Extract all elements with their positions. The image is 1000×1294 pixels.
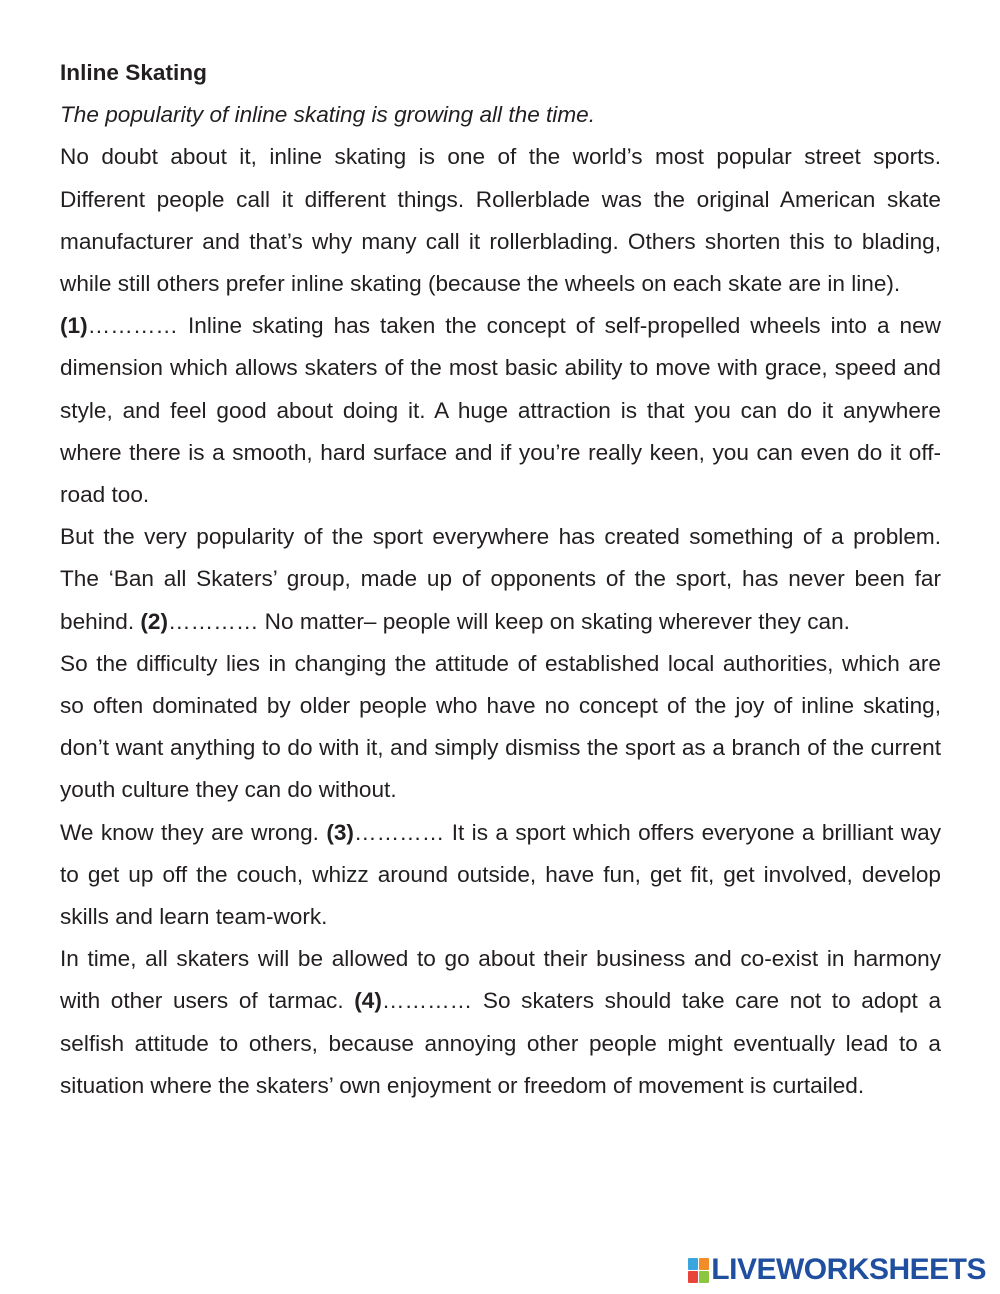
logo-square-1	[688, 1258, 698, 1270]
paragraph-gap-3	[60, 812, 941, 939]
paragraph-intro: No doubt about it, inline skating is one of the world’s most popular street sports. Different people call it different things. Rollerblade was the original American skate manufacturer and that’s why many call it rollerblading. Others shorten this to blading, while still others prefer inline skating (because the wheels on each skate are in line).	[60, 144, 941, 297]
paragraph-text: It is a sport which offers everyone a brilliant way to get up off the couch, whizz around outside, have fun, get fit, get involved, develop skills and learn team-work.	[60, 819, 941, 930]
liveworksheets-logo[interactable]	[688, 1252, 986, 1288]
liveworksheets-logo-icon	[688, 1258, 709, 1283]
paragraph-text: In time, all skaters will be allowed to go about their business and co-exist in harmony with other users of tarmac.	[60, 946, 941, 1014]
paragraph-text: But the very popularity of the sport everywhere has created something of a problem. The ‘Ban all Skaters’ group, made up of opponents of the sport, has never been far behind.	[60, 524, 941, 634]
paragraph-text: Inline skating has taken the concept of self-propelled wheels into a new dimension which allows skaters of the most basic ability to move with grace, speed and style, and feel good about doing it. A huge attraction is that you can do it anywhere where there is a smooth, hard surface and if you’re really keen, you can even do it off-road too.	[60, 313, 941, 508]
paragraph-gap-2	[60, 516, 941, 643]
paragraph-text: So skaters should take care not to adopt a selfish attitude to others, because annoying other people might eventually lead to a situation where the skaters’ own enjoyment or freedom of movement is curtailed.	[60, 988, 942, 1098]
logo-square-4	[699, 1271, 709, 1283]
document-title: Inline Skating	[60, 60, 207, 85]
logo-square-2	[699, 1258, 709, 1270]
gap-number-2: (2)	[140, 608, 169, 634]
paragraph-gap-4	[60, 938, 941, 1107]
gap-blank-3[interactable]: …………	[353, 819, 445, 845]
paragraph-authorities: So the difficulty lies in changing the attitude of established local authorities, which are so often dominated by older people who have no concept of the joy of inline skating, don’t want anything to do with it, and simply dismiss the sport as a branch of the current youth culture they can do without.	[60, 650, 941, 803]
gap-blank-2[interactable]: …………	[168, 608, 259, 634]
gap-number-1: (1)	[60, 313, 88, 339]
logo-square-3	[688, 1271, 698, 1283]
paragraph-gap-1	[60, 305, 941, 516]
paragraph-text: We know they are wrong.	[60, 819, 327, 845]
document-subtitle: The popularity of inline skating is growing all the time.	[60, 102, 595, 128]
worksheet-text	[60, 52, 941, 1107]
gap-number-3: (3)	[326, 819, 354, 845]
paragraph-text: No matter– people will keep on skating wherever they can.	[258, 608, 850, 634]
gap-blank-1[interactable]: …………	[87, 313, 178, 339]
gap-number-4: (4)	[354, 988, 382, 1014]
gap-blank-4[interactable]: …………	[381, 988, 473, 1014]
logo-text: LIVEWORKSHEETS	[711, 1253, 986, 1286]
